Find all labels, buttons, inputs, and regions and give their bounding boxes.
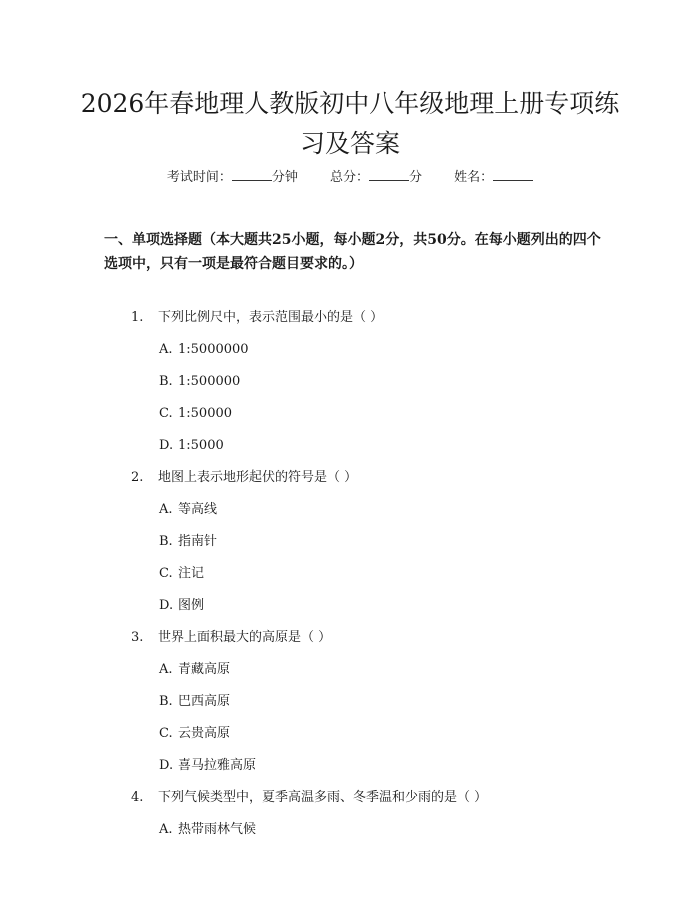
option-text: 喜马拉雅高原 — [178, 758, 257, 773]
question-3-option-c[interactable] — [159, 725, 230, 743]
option-letter: C. — [159, 566, 173, 581]
question-2 — [131, 469, 357, 487]
question-1-option-d[interactable] — [159, 437, 224, 455]
total-score-field — [330, 170, 426, 185]
option-text: 注记 — [178, 566, 205, 581]
question-2-option-a[interactable] — [159, 501, 217, 519]
question-3-option-a[interactable] — [159, 661, 230, 679]
option-text: 1:500000 — [178, 374, 241, 389]
option-letter: D. — [159, 438, 174, 453]
student-name-label: 姓名： — [454, 170, 494, 185]
option-text: 云贵高原 — [178, 726, 231, 741]
option-text: 1:5000 — [178, 438, 224, 453]
question-number: 3. — [131, 630, 144, 645]
option-text: 热带雨林气候 — [178, 822, 257, 837]
question-2-option-d[interactable] — [159, 597, 204, 615]
option-letter: B. — [159, 534, 173, 549]
question-number: 1. — [131, 310, 144, 325]
question-3 — [131, 629, 331, 647]
option-text: 1:5000000 — [178, 342, 249, 357]
option-text: 等高线 — [178, 502, 218, 517]
question-text: 下列气候类型中，夏季高温多雨、冬季温和少雨的是（ ） — [158, 790, 488, 805]
question-number: 2. — [131, 470, 144, 485]
total-score-label: 总分： — [329, 170, 369, 185]
exam-time-label: 考试时间： — [166, 170, 232, 185]
question-text: 世界上面积最大的高原是（ ） — [158, 630, 332, 645]
option-letter: B. — [159, 374, 173, 389]
option-letter: B. — [159, 694, 173, 709]
question-3-option-d[interactable] — [159, 757, 256, 775]
question-4 — [131, 789, 487, 807]
section-heading: 一、单项选择题（本大题共25小题，每小题2分，共50分。在每小题列出的四个选项中，只有一项是最符合题目要求的。） — [104, 232, 601, 272]
option-letter: A. — [159, 662, 173, 677]
question-1 — [131, 309, 383, 327]
question-2-option-c[interactable] — [159, 565, 204, 583]
document-title: 2026年春地理人教版初中八年级地理上册专项练习及答案 — [80, 89, 620, 158]
exam-time-blank[interactable] — [232, 168, 272, 181]
option-text: 图例 — [178, 598, 205, 613]
total-score-blank[interactable] — [369, 168, 409, 181]
question-number: 4. — [131, 790, 144, 805]
student-name-blank[interactable] — [493, 168, 533, 181]
question-4-option-a[interactable] — [159, 821, 256, 839]
exam-time-field — [167, 170, 302, 185]
question-1-option-b[interactable] — [159, 373, 240, 391]
exam-time-unit: 分钟 — [271, 170, 298, 185]
question-text: 地图上表示地形起伏的符号是（ ） — [158, 470, 358, 485]
student-name-field — [454, 170, 533, 185]
question-3-option-b[interactable] — [159, 693, 230, 711]
total-score-unit: 分 — [409, 170, 423, 185]
option-letter: D. — [159, 598, 174, 613]
exam-info-bar — [0, 168, 700, 188]
option-letter: C. — [159, 406, 173, 421]
option-letter: A. — [159, 822, 173, 837]
question-2-option-b[interactable] — [159, 533, 217, 551]
option-letter: A. — [159, 342, 173, 357]
option-letter: D. — [159, 758, 174, 773]
option-text: 巴西高原 — [178, 694, 231, 709]
option-letter: A. — [159, 502, 173, 517]
question-1-option-c[interactable] — [159, 405, 232, 423]
option-text: 青藏高原 — [178, 662, 231, 677]
question-1-option-a[interactable] — [159, 341, 249, 359]
option-letter: C. — [159, 726, 173, 741]
option-text: 1:50000 — [178, 406, 233, 421]
question-text: 下列比例尺中，表示范围最小的是（ ） — [158, 310, 384, 325]
option-text: 指南针 — [178, 534, 218, 549]
